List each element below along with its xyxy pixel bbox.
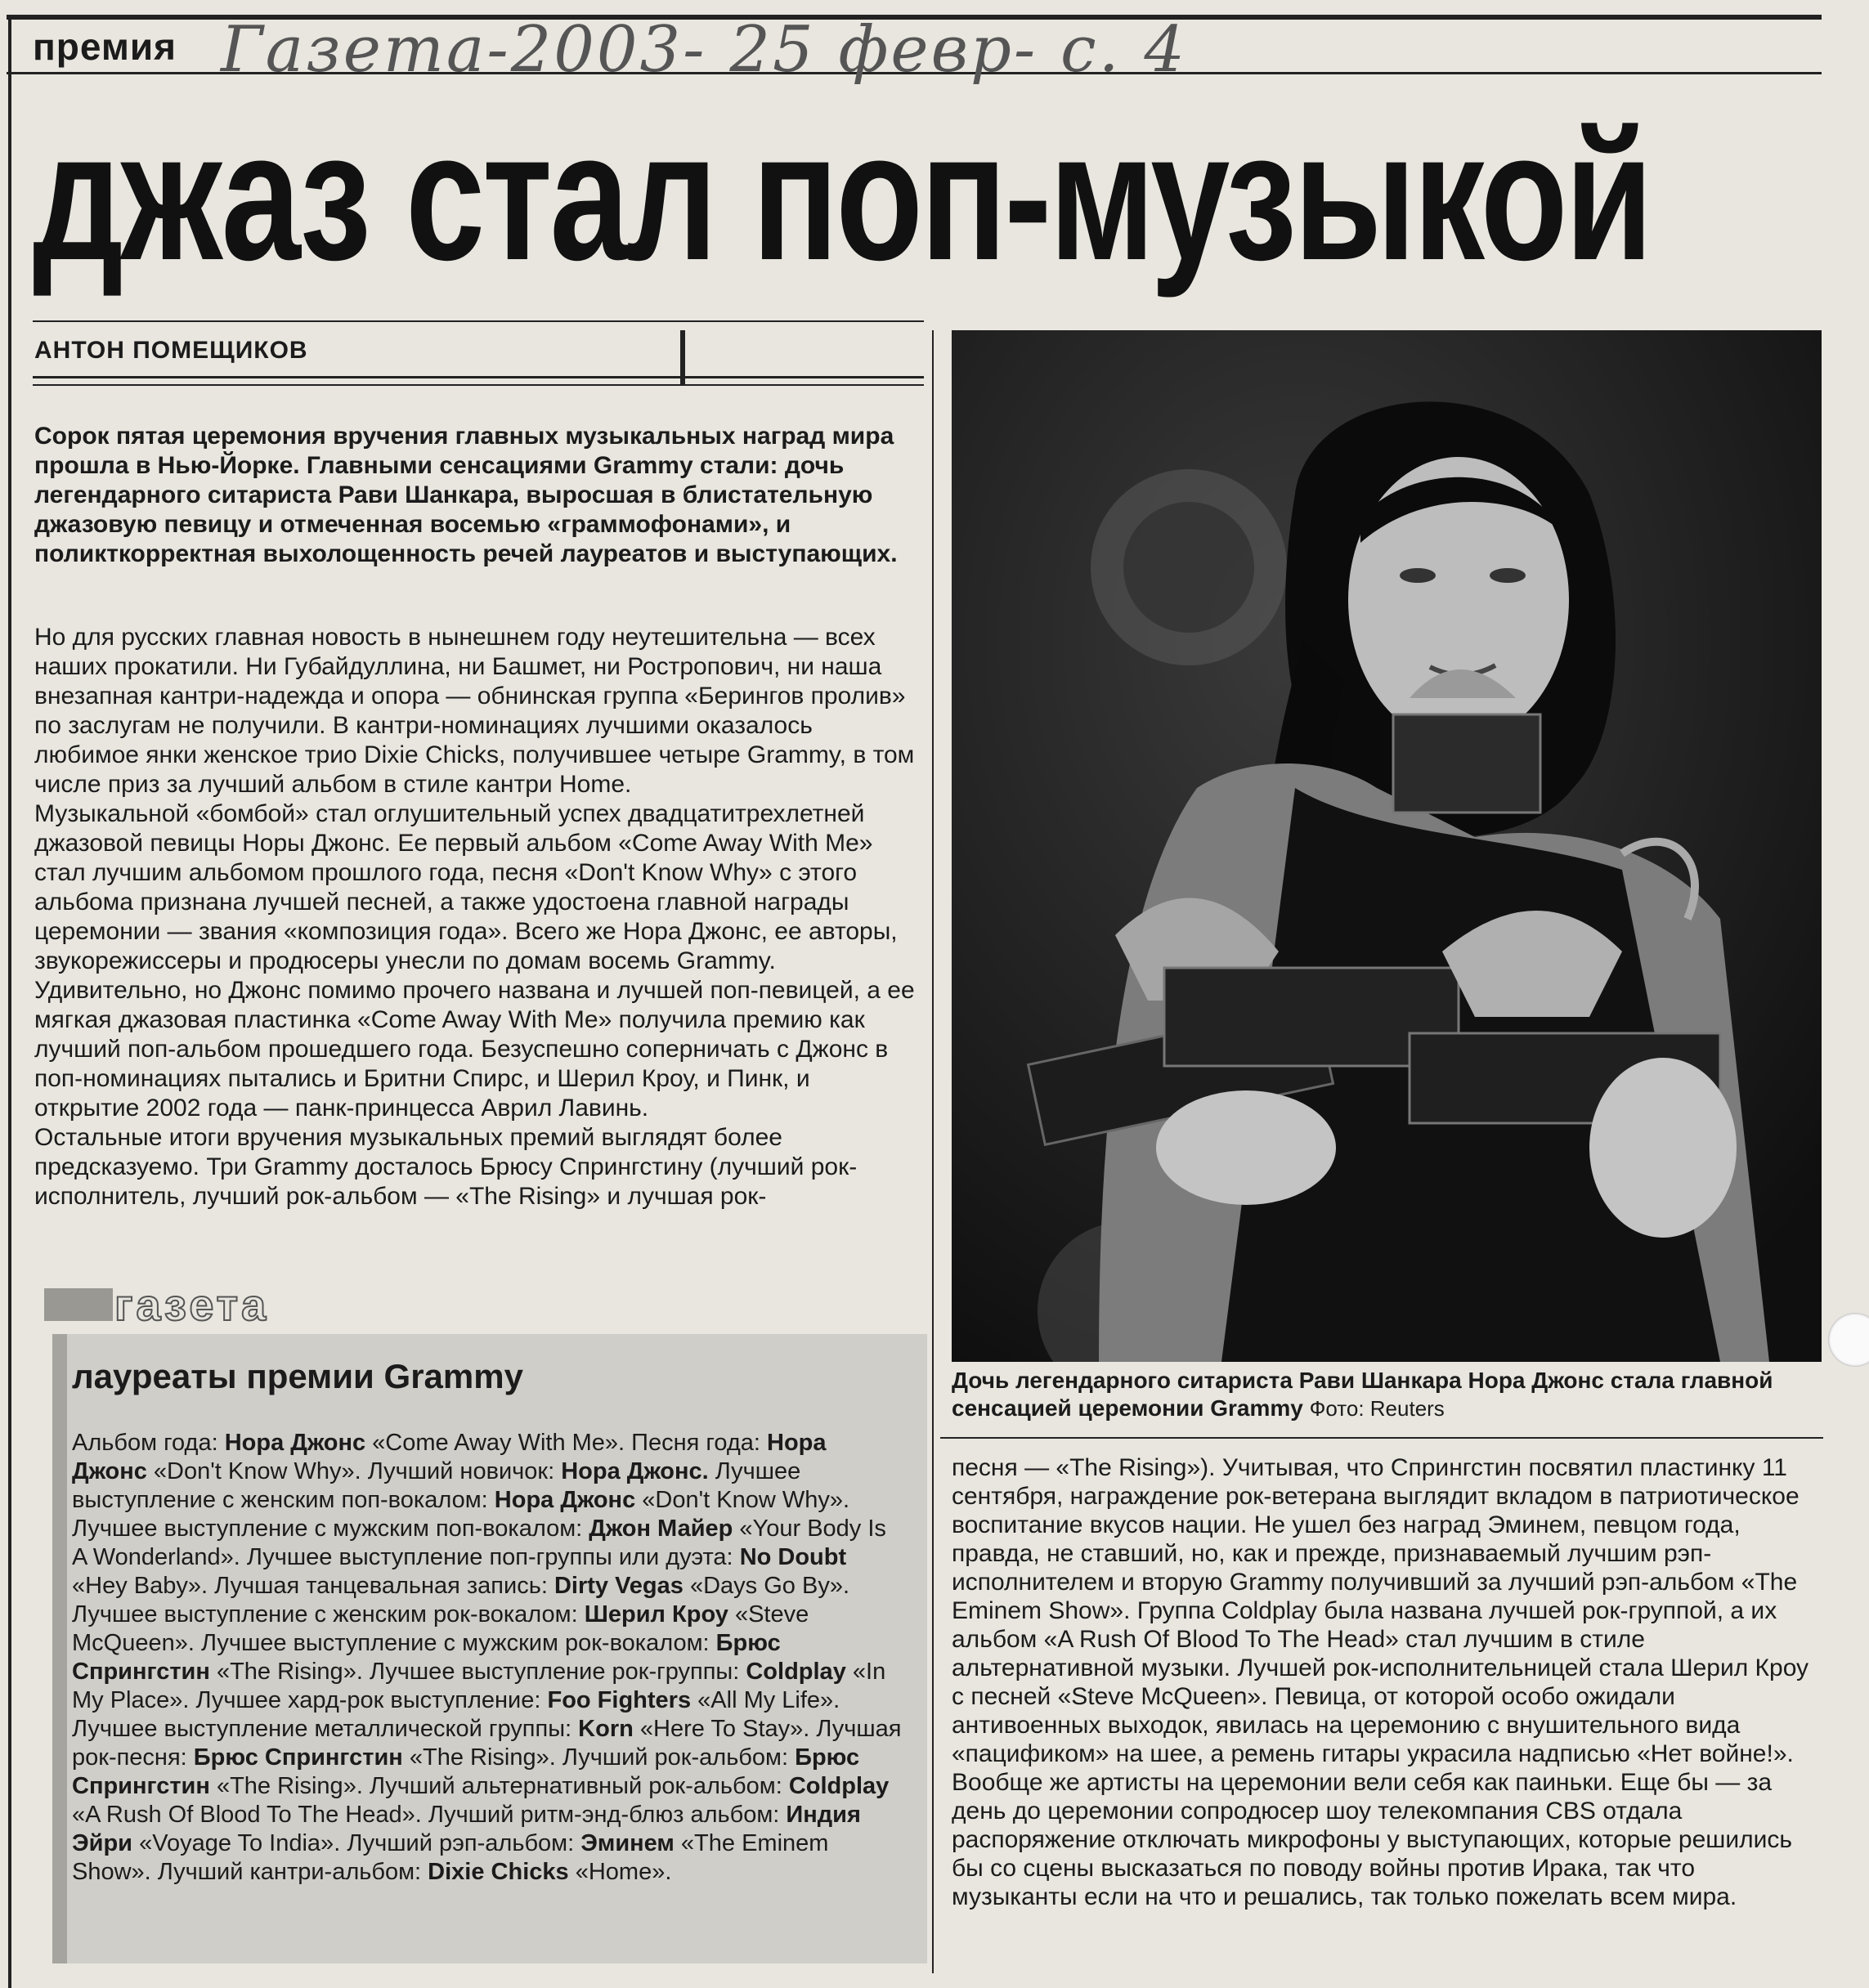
- photo-nora-jones: [952, 330, 1822, 1362]
- winner-category: Лучшее выступление с мужским рок-вокалом:: [200, 1630, 716, 1656]
- winner-name: Нора Джонс.: [561, 1458, 709, 1484]
- winner-work: «The Eminem Show».: [72, 1830, 829, 1885]
- winners-list: [72, 1429, 903, 1887]
- byline-rule-top: [33, 320, 924, 322]
- winner-name: Coldplay: [788, 1773, 890, 1799]
- winner-category: Лучшее выступление с мужским поп-вокалом:: [72, 1516, 589, 1542]
- winner-category: Лучшее выступление с женским рок-вокалом:: [72, 1601, 585, 1628]
- winner-work: «The Rising».: [209, 1659, 363, 1685]
- winner-category: Лучшее выступление рок-группы:: [369, 1659, 746, 1685]
- winner-name: Нора Джонс: [72, 1430, 827, 1484]
- winner-name: No Doubt: [739, 1544, 847, 1570]
- winner-name: Korn: [578, 1716, 634, 1742]
- byline-divider: [680, 330, 685, 384]
- winner-category: Лучшее выступление поп-группы или дуэта:: [246, 1544, 740, 1570]
- lead-paragraph: Сорок пятая церемония вручения главных музыкальных наград мира прошла в Нью-Йорке. Главными сенсациями Grammy стали: дочь легендарного ситариста Рави Шанкара, выросшая в блистательную джазовую певицу и отмеченная восемью «граммофонами», и поликткорректная выхолощенность речей лауреатов и выступающих.: [34, 423, 898, 567]
- winner-work: «Hey Baby».: [72, 1573, 208, 1599]
- winner-work: «Here To Stay».: [633, 1716, 810, 1742]
- article-body-left: [34, 623, 917, 1211]
- winner-category: Лучшая танцевальная запись:: [214, 1573, 554, 1599]
- winner-name: Dixie Chicks: [428, 1859, 569, 1885]
- handwritten-note: Газета-2003- 25 февр- с. 4: [221, 13, 1187, 87]
- column-divider: [932, 330, 934, 1973]
- byline: АНТОН ПОМЕЩИКОВ: [34, 337, 308, 364]
- section-rubric: премия: [33, 25, 177, 68]
- winner-name: Нора Джонс: [224, 1430, 366, 1456]
- body-paragraph: Остальные итоги вручения музыкальных премий выглядят более предсказуемо. Три Grammy досталось Брюсу Спрингстину (лучший рок-исполнитель, лучший рок-альбом — «The Rising» и лучшая рок-: [34, 1124, 858, 1210]
- byline-rule-bottom: [33, 376, 924, 378]
- winner-work: «Your Body Is A Wonderland».: [72, 1516, 886, 1570]
- caption-rule: [940, 1437, 1823, 1439]
- winner-entry: [72, 1716, 816, 1742]
- winner-name: Foo Fighters: [547, 1687, 692, 1713]
- winner-work: «Home».: [568, 1859, 672, 1885]
- winner-work: «Days Go By».: [683, 1573, 850, 1599]
- winner-name: Coldplay: [746, 1659, 846, 1685]
- winner-category: Лучшее выступление металлической группы:: [72, 1716, 579, 1742]
- byline-rule-bottom-2: [33, 384, 924, 386]
- winner-work: «All My Life».: [691, 1687, 840, 1713]
- winner-name: Брюс Спрингстин: [193, 1744, 403, 1771]
- winner-name: Нора Джонс: [494, 1487, 636, 1513]
- winner-work: «In My Place».: [72, 1659, 886, 1713]
- winner-entry: [368, 1458, 715, 1484]
- winner-name: Брюс Спрингстин: [72, 1744, 860, 1799]
- winner-category: Лучший альтернативный рок-альбом:: [369, 1773, 789, 1799]
- winner-name: Брюс Спрингстин: [72, 1630, 781, 1685]
- winner-work: «Don't Know Why».: [635, 1487, 850, 1513]
- winner-name: Шерил Кроу: [584, 1601, 728, 1628]
- winner-category: Лучший рок-альбом:: [562, 1744, 796, 1771]
- winner-category: Лучший новичок:: [367, 1458, 562, 1484]
- winner-work: «The Rising».: [402, 1744, 556, 1771]
- winner-work: «Steve McQueen».: [72, 1601, 809, 1656]
- sidebar-label: газета: [114, 1281, 270, 1330]
- sidebar-title: лауреаты премии Grammy: [72, 1357, 523, 1395]
- winner-work: «Don't Know Why».: [146, 1458, 361, 1484]
- photo-credit: Фото: Reuters: [1309, 1396, 1445, 1421]
- left-border: [8, 15, 11, 1988]
- winner-category: Лучший ритм-энд-блюз альбом:: [428, 1802, 787, 1828]
- sidebar-label-tab: [44, 1288, 113, 1321]
- body-paragraph: Музыкальной «бомбой» стал оглушительный успех двадцатитрехлетней джазовой певицы Норы Джонс. Ее первый альбом «Come Away With Me» стал лучшим альбомом прошлого года, песня «Don't Know Why» с этого альбома признана лучшей песней, а также удостоена главной награды церемонии — звания «композиция года». Всего же Нора Джонс, ее авторы, звукорежиссеры и продюсеры унесли по домам восемь Grammy. Удивительно, но Джонс помимо прочего названа и лучшей поп-певицей, а ее мягкая джазовая пластинка «Come Away With Me» получила премию как лучший поп-альбом прошедшего года. Безуспешно соперничать с Джонс в поп-номинациях пытались и Бритни Спирс, и Шерил Кроу, и Пинк, и открытие 2002 года — панк-принцесса Аврил Лавинь.: [34, 800, 915, 1122]
- headline: джаз стал поп-музыкой: [33, 94, 1651, 298]
- winner-category: Альбом года:: [72, 1430, 225, 1456]
- winner-work: «Come Away With Me».: [365, 1430, 625, 1456]
- photo-caption: [952, 1367, 1835, 1422]
- winner-work: «The Rising».: [209, 1773, 363, 1799]
- winner-entry: [158, 1859, 672, 1885]
- caption-text: Дочь легендарного ситариста Рави Шанкара Нора Джонс стала главной сенсацией церемонии Grammy: [952, 1368, 1773, 1421]
- winner-category: Лучшее хард-рок выступление:: [195, 1687, 548, 1713]
- winner-work: «Voyage To India».: [132, 1830, 341, 1856]
- winner-entry: [72, 1430, 631, 1456]
- winner-name: Индия Эйри: [72, 1802, 861, 1856]
- winner-name: Dirty Vegas: [554, 1573, 684, 1599]
- winner-name: Эминем: [580, 1830, 675, 1856]
- photo-illustration: [952, 330, 1822, 1362]
- winner-work: «A Rush Of Blood To The Head».: [72, 1802, 422, 1828]
- winner-entry: [214, 1573, 849, 1599]
- body-paragraph: Но для русских главная новость в нынешнем году неутешительна — всех наших прокатили. Ни Губайдуллина, ни Башмет, ни Ростропович, ни наша внезапная кантри-надежда и опора — обнинская группа «Берингов пролив» по заслугам не получили. В кантри-номинациях лучшими оказалось любимое янки женское трио Dixie Chicks, получившее четыре Grammy, в том числе приз за лучший альбом в стиле кантри Home.: [34, 624, 915, 798]
- winner-category: Лучший кантри-альбом:: [157, 1859, 428, 1885]
- winner-name: Джон Майер: [589, 1516, 733, 1542]
- winner-category: Лучшая рок-песня:: [72, 1716, 902, 1771]
- winner-category: Лучший рэп-альбом:: [347, 1830, 581, 1856]
- winner-entry: [196, 1687, 840, 1713]
- punch-hole: [1828, 1313, 1869, 1367]
- winner-category: Песня года:: [631, 1430, 768, 1456]
- article-body-right: песня — «The Rising»). Учитывая, что Спрингстин посвятил пластинку 11 сентября, награждение рок-ветерана выглядит вкладом в патриотическое воспитание вкусов нации. Не ушел без наград Эминем, певцом года, правда, не ставший, но, как и прежде, признаваемый лучшим рэп-исполнителем и вторую Grammy получивший за лучший рэп-альбом «The Eminem Show». Группа Coldplay была названа лучшей рок-группой, а их альбом «A Rush Of Blood To The Head» стал лучшим в стиле альтернативной музыки. Лучшей рок-исполнительницей стала Шерил Кроу с песней «Steve McQueen». Певица, от которой особо ожидали антивоенных выходок, явилась на церемонию с внушительного вида «пацификом» на шее, а ремень гитары украсила надписью «Нет войне!». Вообще же артисты на церемонии вели себя как паиньки. Еще бы — за день до церемонии сопродюсер шоу телекомпания CBS отдала распоряжение отключать микрофоны у выступающих, которые решились бы со сцены высказаться по поводу войны против Ирака, так что музыканты если на что и решались, так только пожелать всем мира.: [952, 1454, 1809, 1910]
- winner-category: Лучшее выступление с женским поп-вокалом:: [72, 1458, 801, 1513]
